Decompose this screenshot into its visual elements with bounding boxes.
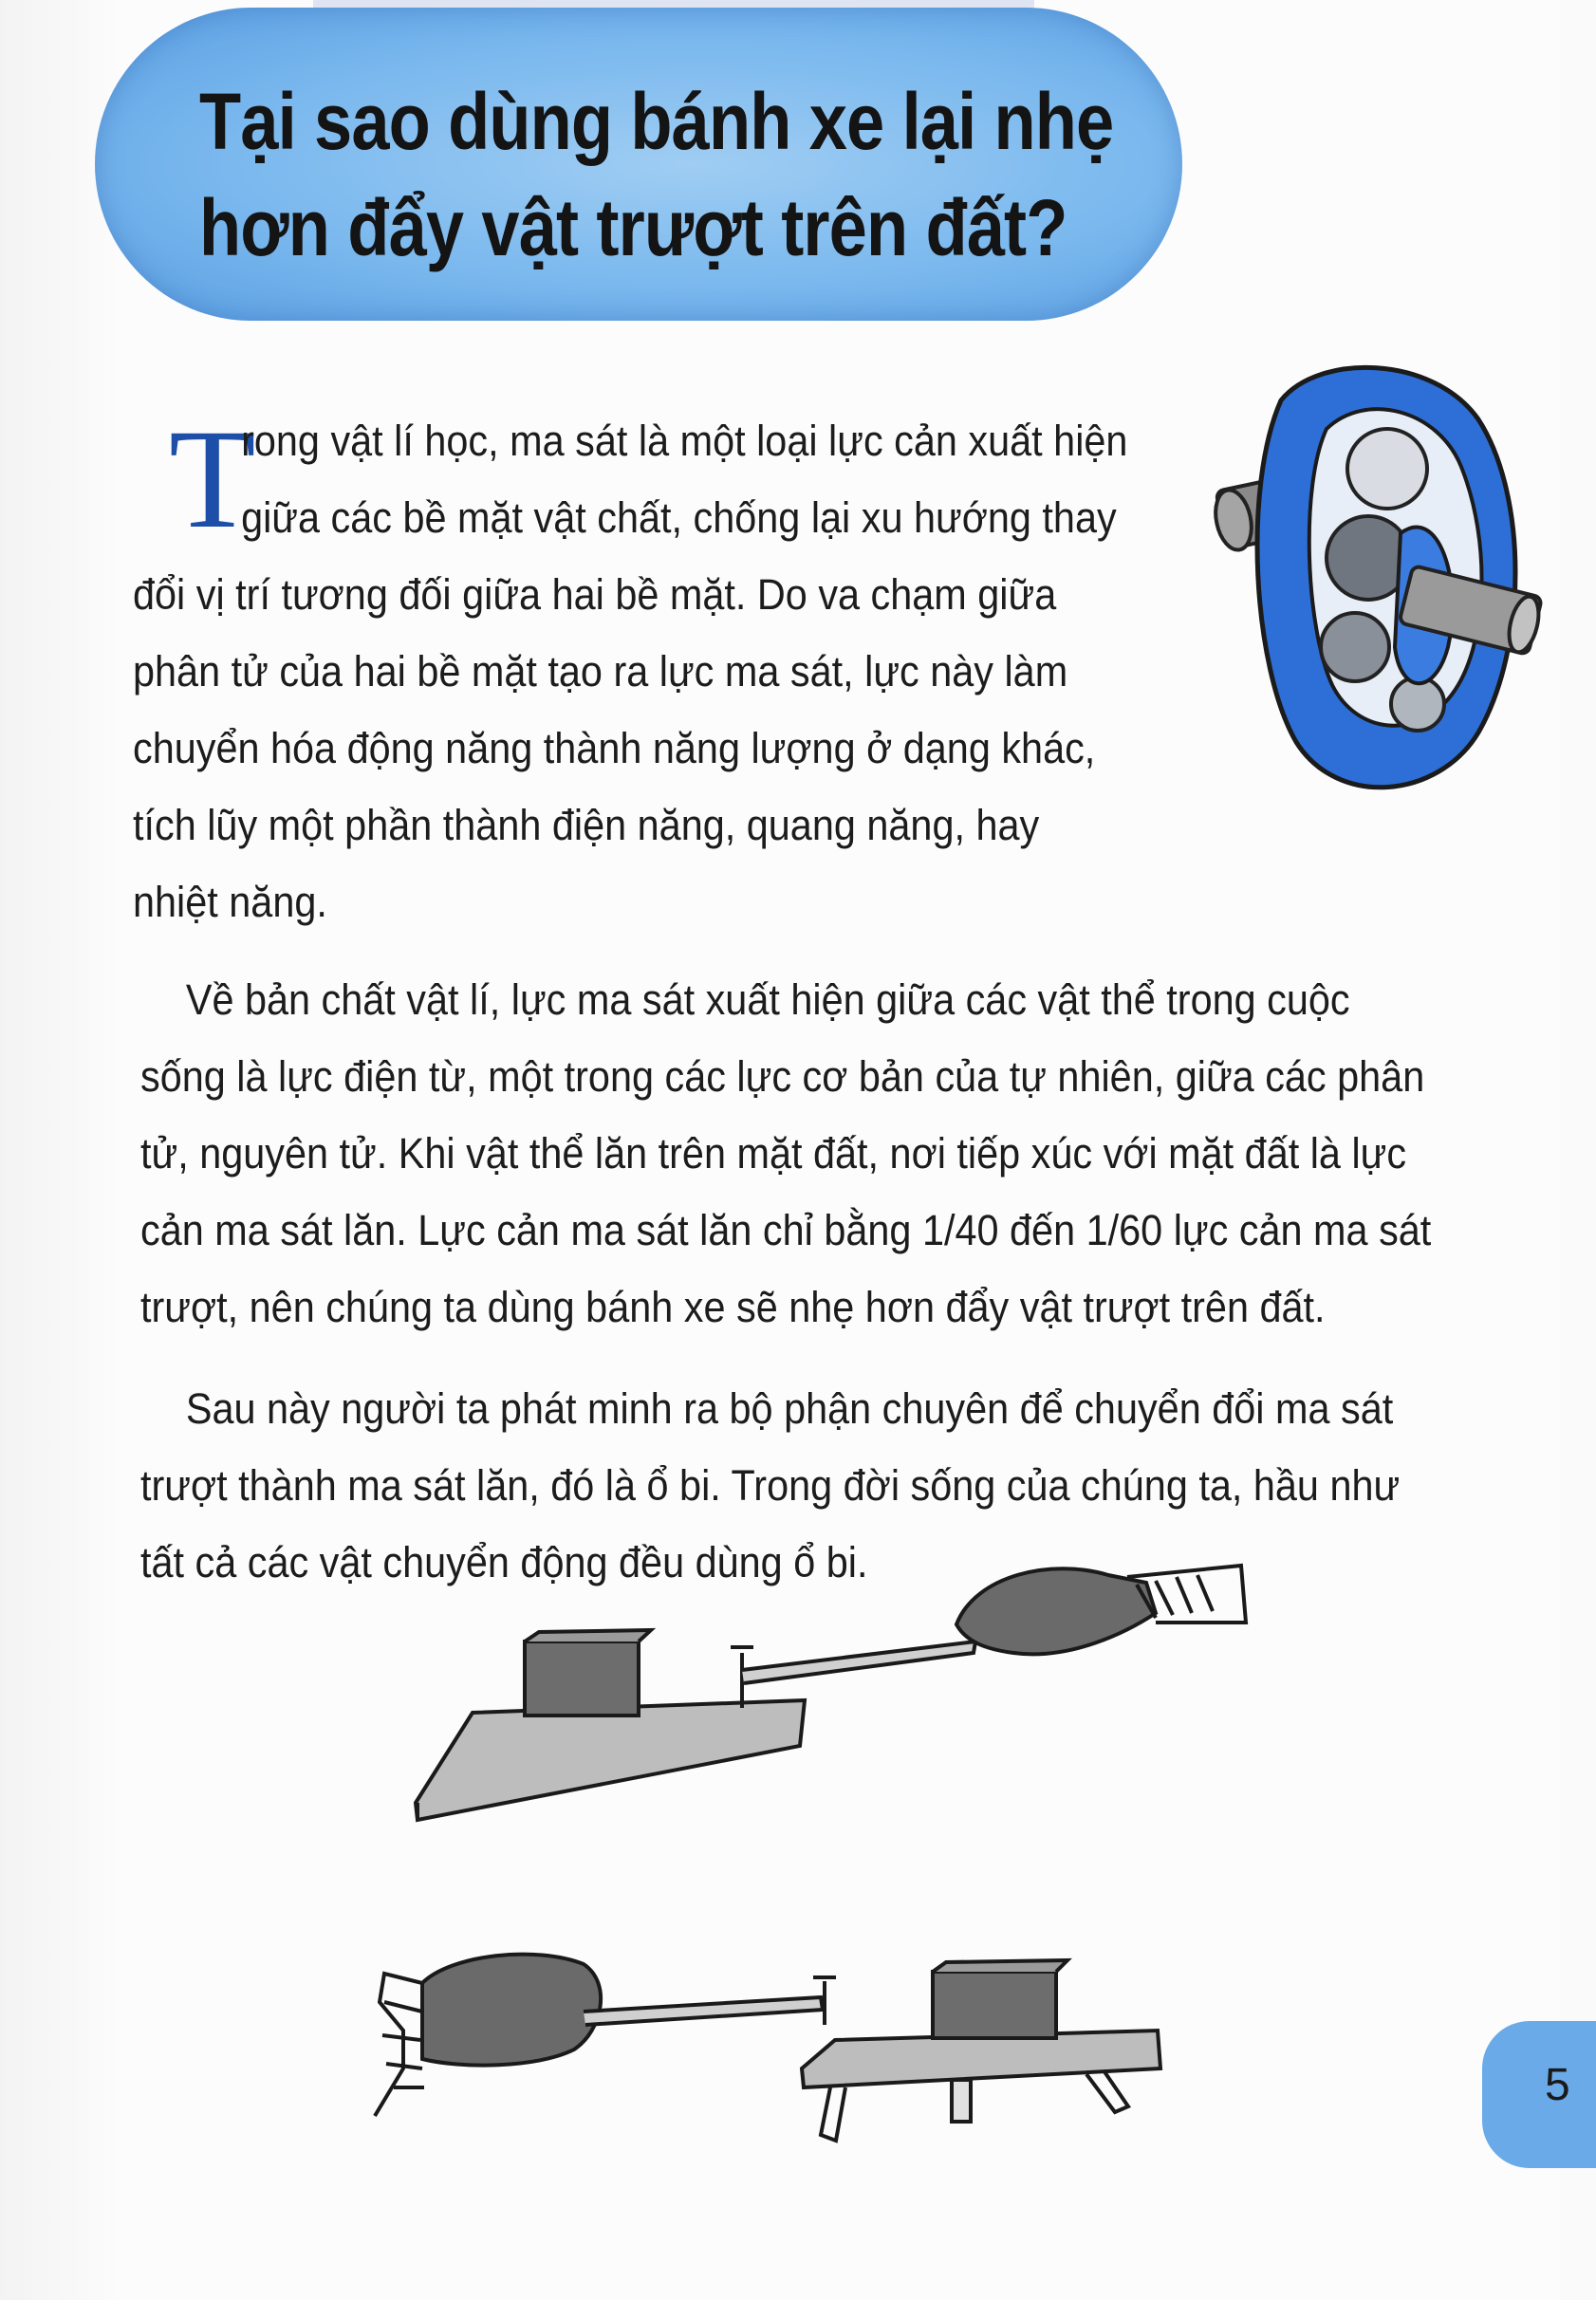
paragraph-3-line: Sau này người ta phát minh ra bộ phận chuyên để chuyển đổi ma sát [185,1384,1394,1433]
paragraph-1-line: giữa các bề mặt vật chất, chống lại xu hướng thay [241,493,1117,542]
paragraph-1-line: đổi vị trí tương đối giữa hai bề mặt. Do va chạm giữa [133,570,1057,619]
title-line-1: Tại sao dùng bánh xe lại nhẹ [199,77,1114,166]
drop-cap: T [169,400,256,558]
paragraph-2-line: Về bản chất vật lí, lực ma sát xuất hiện giữa các vật thể trong cuộc [185,975,1350,1024]
paragraph-1-line: phân tử của hai bề mặt tạo ra lực ma sát, lực này làm [133,647,1068,696]
ball-bearing-illustration [1215,362,1537,799]
paragraph-2 [140,961,1431,1345]
paragraph-1-line: nhiệt năng. [133,878,327,926]
paragraph-1-line: rong vật lí học, ma sát là một loại lực cản xuất hiện [241,417,1128,465]
paragraph-1-line: tích lũy một phần thành điện năng, quang năng, hay [133,801,1040,849]
paragraph-1 [133,402,1127,940]
sliding-block-sketch [406,1566,1260,1850]
paragraph-1-line: chuyển hóa động năng thành năng lượng ở dạng khác, [133,724,1096,772]
page-number: 5 [1545,2060,1570,2110]
title-line-2: hơn đẩy vật trượt trên đất? [199,183,1067,272]
paragraph-2-line: sống là lực điện từ, một trong các lực cơ bản của tự nhiên, giữa các phân [140,1052,1425,1101]
page-number-tab [1482,2021,1596,2168]
rolling-block-sketch [365,1945,1181,2201]
paragraph-2-line: tử, nguyên tử. Khi vật thể lăn trên mặt đất, nơi tiếp xúc với mặt đất là lực [140,1129,1407,1178]
paragraph-2-line: cản ma sát lăn. Lực cản ma sát lăn chỉ bằng 1/40 đến 1/60 lực cản ma sát [140,1206,1432,1254]
page-title [199,68,1114,281]
paragraph-3-line: trượt thành ma sát lăn, đó là ổ bi. Trong đời sống của chúng ta, hầu như [140,1461,1401,1510]
paragraph-3-line: tất cả các vật chuyển động đều dùng ổ bi. [140,1538,868,1586]
paragraph-2-line: trượt, nên chúng ta dùng bánh xe sẽ nhẹ hơn đẩy vật trượt trên đất. [140,1283,1326,1331]
